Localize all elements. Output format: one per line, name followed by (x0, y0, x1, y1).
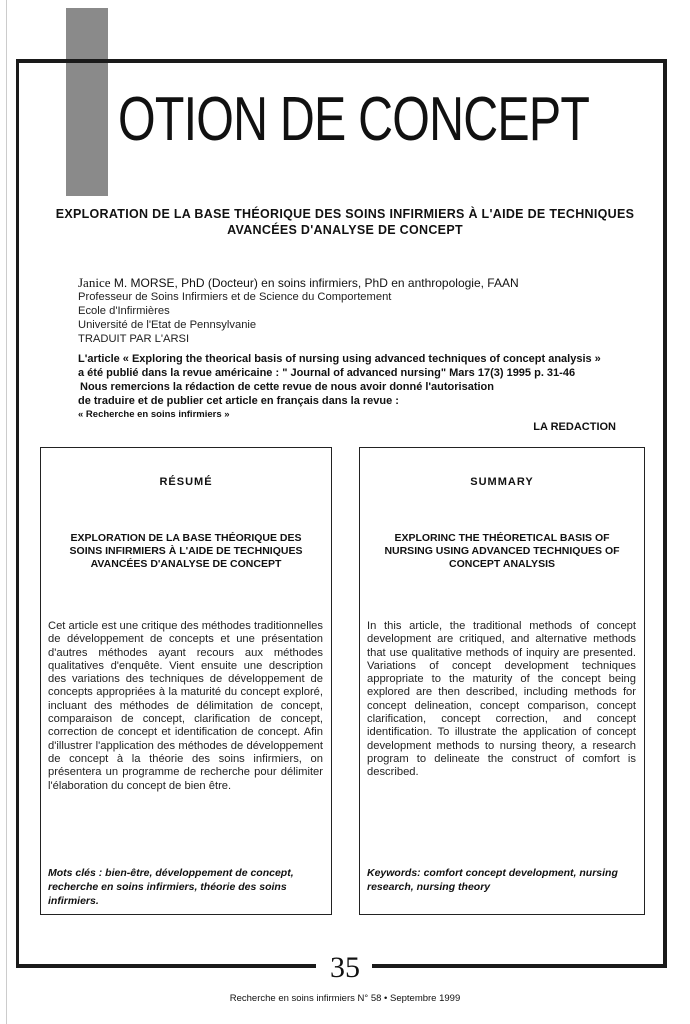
affiliation-line: Université de l'Etat de Pennsylvanie (78, 319, 257, 331)
note-line: L'article « Exploring the theorical basis of nursing using advanced techniques of concept analysis » (78, 353, 601, 365)
summary-heading: SUMMARY (470, 476, 534, 488)
affiliation-line: Professeur de Soins Infirmiers et de Science du Comportement (78, 291, 392, 303)
note-line: « Recherche en soins infirmiers » (78, 409, 230, 420)
note-line: Nous remercions la rédaction de cette revue de nous avoir donné l'autorisation (80, 381, 494, 393)
page-title: OTION DE CONCEPT (118, 85, 590, 154)
frame-left-rule (16, 59, 19, 967)
page-number: 35 (330, 951, 360, 984)
title-initial-block (66, 8, 108, 196)
resume-box (40, 447, 332, 915)
frame-top-rule (16, 59, 667, 63)
page-edge (6, 0, 7, 1024)
page-footer: Recherche en soins infirmiers N° 58 • Septembre 1999 (229, 993, 461, 1004)
summary-body: In this article, the traditional methods of concept development are critiqued, and alternative methods that use qualitative methods of inquiry are presented. Variations of concept development techniques appropriate to the maturity of the concept being explored are then described, including methods for concept delineation, concept comparison, concept clarification, concept correction, and concept identification. To illustrate the application of concept development methods to nursing theory, a research program to delineate the construct of comfort is described. (367, 620, 636, 779)
author-first-name: Janice (78, 275, 111, 290)
publication-note (78, 352, 638, 422)
resume-subtitle: EXPLORATION DE LA BASE THÉORIQUE DES SOINS INFIRMIERS À L'AIDE DE TECHNIQUES AVANCÉES D'ANALYSE DE CONCEPT (69, 532, 303, 570)
affiliation-line: Ecole d'Infirmières (78, 305, 170, 317)
frame-bottom-rule-right (372, 964, 667, 968)
note-line: a été publié dans la revue américaine : " Journal of advanced nursing" Mars 17(3) 1995 p. 31-46 (78, 367, 576, 379)
affiliation-line: TRADUIT PAR L'ARSI (78, 333, 190, 345)
summary-subtitle: EXPLORINC THE THÉORETICAL BASIS OF NURSING USING ADVANCED TECHNIQUES OF CONCEPT ANALYSIS (384, 532, 620, 570)
resume-heading: RÉSUMÉ (159, 476, 213, 488)
frame-bottom-rule-left (16, 964, 316, 968)
note-line: de traduire et de publier cet article en français dans la revue : (78, 395, 399, 407)
article-subtitle: EXPLORATION DE LA BASE THÉORIQUE DES SOINS INFIRMIERS À L'AIDE DE TECHNIQUES AVANCÉES D'ANALYSE DE CONCEPT (55, 207, 635, 237)
resume-body: Cet article est une critique des méthodes traditionnelles de développement de concepts et une présentation d'autres méthodes ayant recours aux méthodes qualitatives d'enquête. Vient ensuite une description des variations des techniques de développement de concepts appropriées à la maturité du concept exploré, incluant des méthodes de délimitation de concept, comparaison de concept, clarification de concept, correction de concept et identification de concept. Afin d'illustrer l'application des méthodes de développement de concept à la théorie des soins infirmiers, on présentera un programme de recherche pour délimiter l'élaboration du concept de bien être. (48, 620, 323, 792)
summary-box (359, 447, 645, 915)
summary-keywords: Keywords: comfort concept development, nursing research, nursing theory (367, 867, 618, 893)
author-credentials: M. MORSE, PhD (Docteur) en soins infirmiers, PhD en anthropologie, FAAN (110, 276, 519, 290)
redaction-signature: LA REDACTION (533, 421, 616, 433)
author-line (78, 276, 519, 290)
resume-keywords: Mots clés : bien-être, développement de concept, recherche en soins infirmiers, théorie des soins infirmiers. (48, 867, 294, 907)
frame-right-rule (663, 59, 667, 967)
